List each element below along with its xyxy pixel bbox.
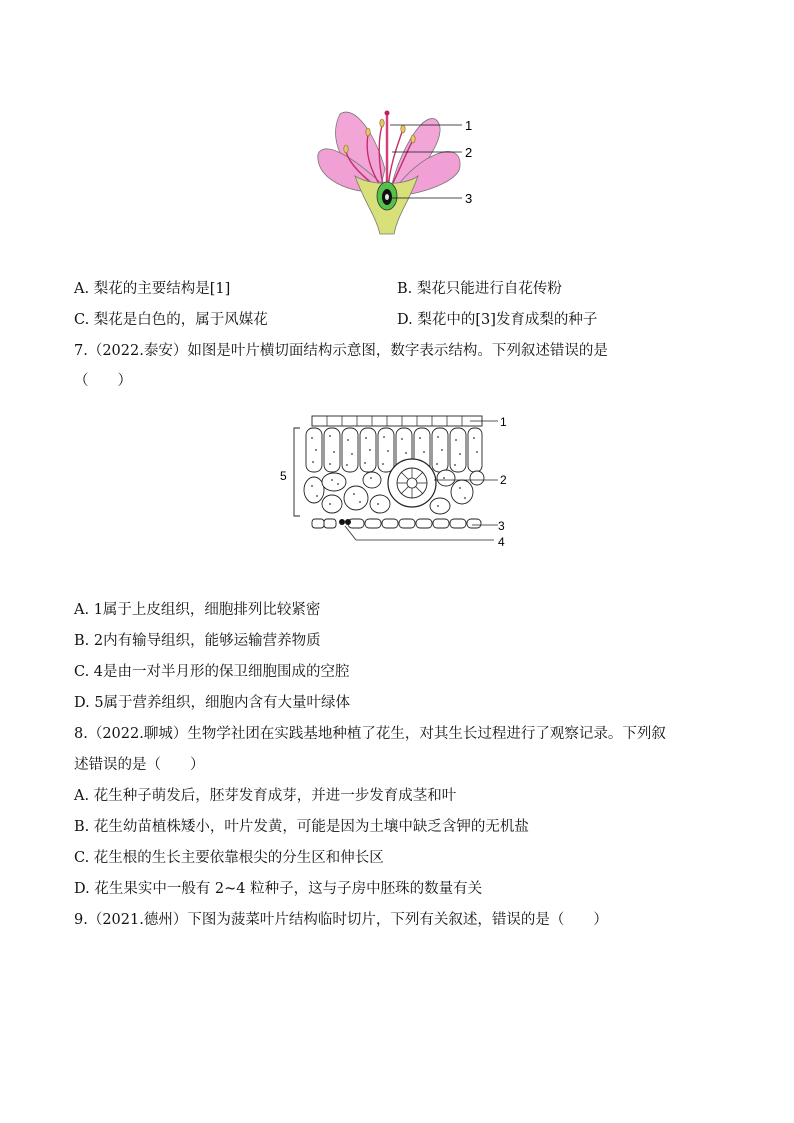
flower-diagram [310,104,485,239]
bracket-5 [294,428,300,516]
q8-option-b: B. 花生幼苗植株矮小，叶片发黄，可能是因为土壤中缺乏含钾的无机盐 [74,819,529,835]
q8-option-a: A. 花生种子萌发后，胚芽发育成芽，并进一步发育成茎和叶 [74,788,457,804]
leaf-vein [388,459,436,507]
q8-stem: 8.（2022.聊城）生物学社团在实践基地种植了花生，对其生长过程进行了观察记录。下列叙 [74,726,666,742]
stoma [339,519,351,525]
lower-epidermis [312,519,481,528]
q6-option-c: C. 梨花是白色的，属于风媒花 [74,312,268,328]
q7-stem: 7.（2022.泰安）如图是叶片横切面结构示意图，数字表示结构。下列叙述错误的是 [74,343,608,359]
q7-option-b: B. 2内有输导组织，能够运输营养物质 [74,633,321,649]
q6-option-d: D. 梨花中的[3]发育成梨的种子 [397,312,598,328]
q7-option-d: D. 5属于营养组织，细胞内含有大量叶绿体 [74,695,351,711]
stigma [385,111,390,116]
q6-option-a: A. 梨花的主要结构是[1] [74,281,231,297]
q9-stem: 9.（2021.德州）下图为菠菜叶片结构临时切片，下列有关叙述，错误的是（ ） [74,912,608,928]
q6-option-b: B. 梨花只能进行自花传粉 [397,281,562,297]
q8-stem-continued: 述错误的是（ ） [74,757,205,773]
leaf-label-5: 5 [280,469,287,483]
leaf-label-2: 2 [500,473,507,487]
q8-option-c: C. 花生根的生长主要依靠根尖的分生区和伸长区 [74,850,384,866]
flower-label-3: 3 [465,191,473,206]
q7-option-a: A. 1属于上皮组织，细胞排列比较紧密 [74,602,321,618]
flower-label-2: 2 [465,145,473,160]
q7-option-c: C. 4是由一对半月形的保卫细胞围成的空腔 [74,664,350,680]
upper-epidermis [312,416,482,426]
flower-label-1: 1 [465,118,473,133]
q8-option-d: D. 花生果实中一般有 2~4 粒种子，这与子房中胚珠的数量有关 [74,881,483,897]
leaf-cross-section-diagram [272,408,522,550]
leaf-label-3: 3 [498,519,505,533]
q7-stem-blank: （ ） [74,373,132,389]
leaf-label-4: 4 [498,535,505,549]
leaf-label-1: 1 [500,415,507,429]
